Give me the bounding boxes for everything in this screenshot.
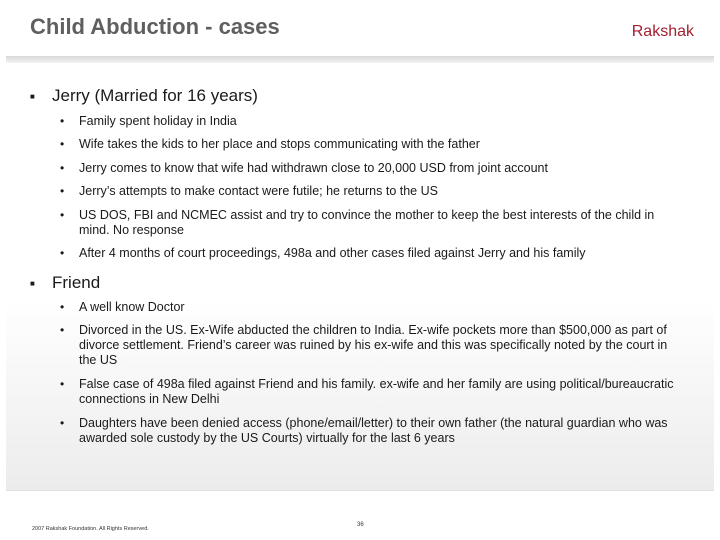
page-number: 36	[357, 522, 364, 528]
bullet-icon: •	[60, 184, 65, 198]
copyright-footer: 2007 Rakshak Foundation. All Rights Reserved.	[32, 526, 149, 532]
page-title: Child Abduction - cases	[30, 14, 280, 39]
bullet-icon: •	[60, 300, 65, 314]
bullet-icon: •	[60, 246, 65, 260]
bullet-icon: •	[60, 377, 65, 391]
square-bullet-icon: ■	[30, 92, 35, 101]
brand-logo: Rakshak	[631, 23, 694, 40]
footer-divider	[6, 490, 714, 491]
header-divider	[6, 56, 714, 63]
bullet-icon: •	[60, 137, 65, 151]
bullet-icon: •	[60, 208, 65, 222]
bullet-icon: •	[60, 161, 65, 175]
square-bullet-icon: ■	[30, 279, 35, 288]
bullet-icon: •	[60, 114, 65, 128]
bullet-icon: •	[60, 323, 65, 337]
bullet-icon: •	[60, 416, 65, 430]
